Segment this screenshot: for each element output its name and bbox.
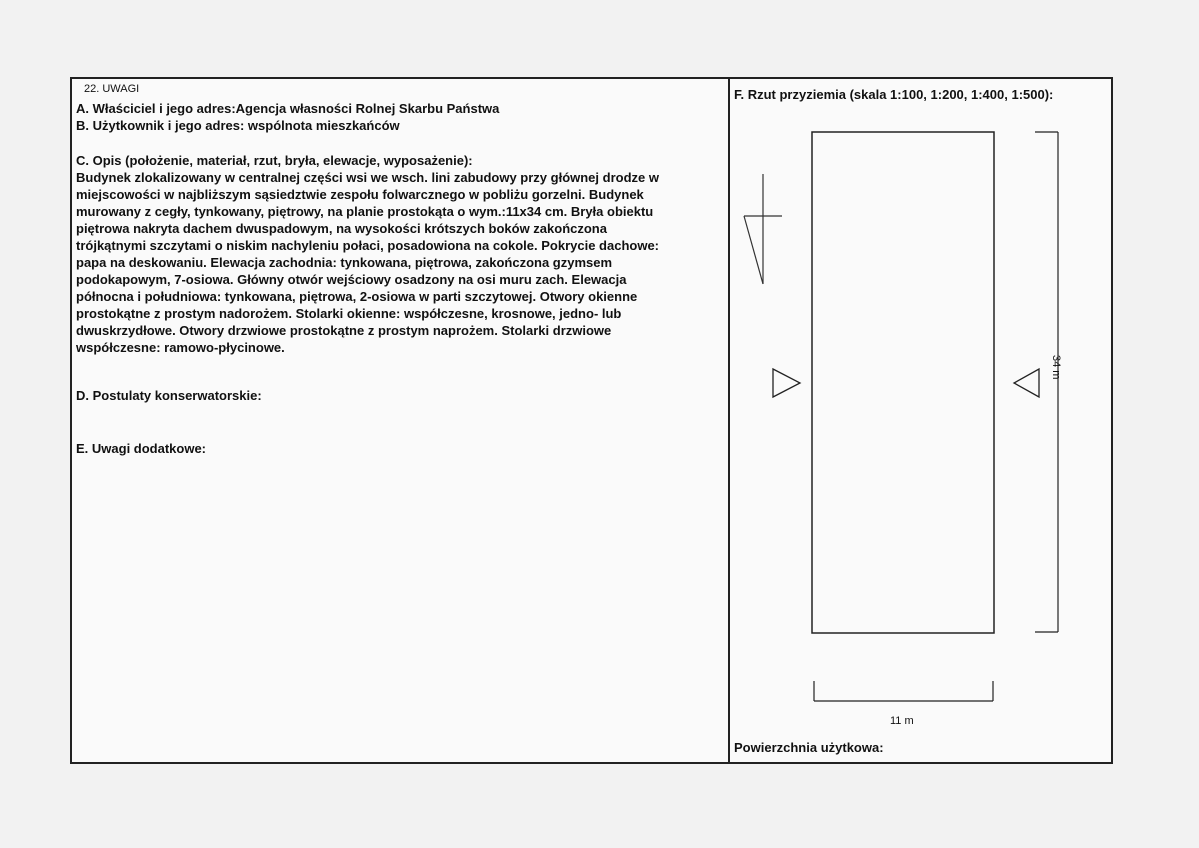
description-line: trójkątnymi szczytami o niskim nachyleniu połaci, posadowiona na cokole. Pokrycie dachowe: (76, 238, 660, 253)
usable-area-label: Powierzchnia użytkowa: (734, 740, 884, 755)
plan-title: F. Rzut przyziemia (skala 1:100, 1:200, 1:400, 1:500): (734, 87, 1054, 102)
entrance-arrow-right-icon (773, 369, 800, 397)
height-label: 34 m (1050, 355, 1062, 380)
description-heading: C. Opis (położenie, materiał, rzut, bryła, elewacje, wyposażenie): (76, 153, 473, 168)
owner-line: A. Właściciel i jego adres:Agencja własności Rolnej Skarbu Państwa (76, 101, 500, 116)
entrance-arrow-left-icon (1014, 369, 1039, 397)
description-text (76, 169, 726, 356)
description-line: podokapowym, 7-osiowa. Główny otwór wejściowy osadzony na osi muru zach. Elewacja (76, 272, 627, 287)
conservation-heading: D. Postulaty konserwatorskie: (76, 388, 262, 403)
description-line: Budynek zlokalizowany w centralnej części wsi we wsch. lini zabudowy przy głównej drodze w (76, 170, 659, 185)
user-line: B. Użytkownik i jego adres: wspólnota mieszkańców (76, 118, 400, 133)
building-outline (812, 132, 994, 633)
additional-notes-heading: E. Uwagi dodatkowe: (76, 441, 207, 456)
section-number: 22. UWAGI (84, 83, 140, 95)
width-dimension-line (814, 681, 993, 701)
description-line: dwuskrzydłowe. Otwory drzwiowe prostokątne z prostym naprożem. Stolarki drzwiowe (76, 323, 612, 338)
description-line: papa na deskowaniu. Elewacja zachodnia: tynkowana, piętrowa, zakończona gzymsem (76, 255, 613, 270)
description-line: piętrowa nakryta dachem dwuspadowym, na wysokości krótszych boków zakończona (76, 221, 607, 236)
width-label: 11 m (890, 715, 914, 727)
description-line: prostokątne z prostym nadorożem. Stolarki okienne: współczesne, krosnowe, jedno- lub (76, 306, 622, 321)
record-sheet (70, 77, 1113, 764)
floor-plan (730, 79, 1110, 759)
description-line: miejscowości w najbliższym sąsiedztwie zespołu folwarcznego w pobliżu gorzelni. Budynek (76, 187, 644, 202)
description-line: współczesne: ramowo-płycinowe. (76, 340, 285, 355)
description-line: murowany z cegły, tynkowany, piętrowy, na planie prostokąta o wym.:11x34 cm. Bryła obiektu (76, 204, 654, 219)
description-line: północna i południowa: tynkowana, piętrowa, 2-osiowa w parti szczytowej. Otwory okienne (76, 289, 638, 304)
north-arrow-icon (744, 174, 782, 284)
